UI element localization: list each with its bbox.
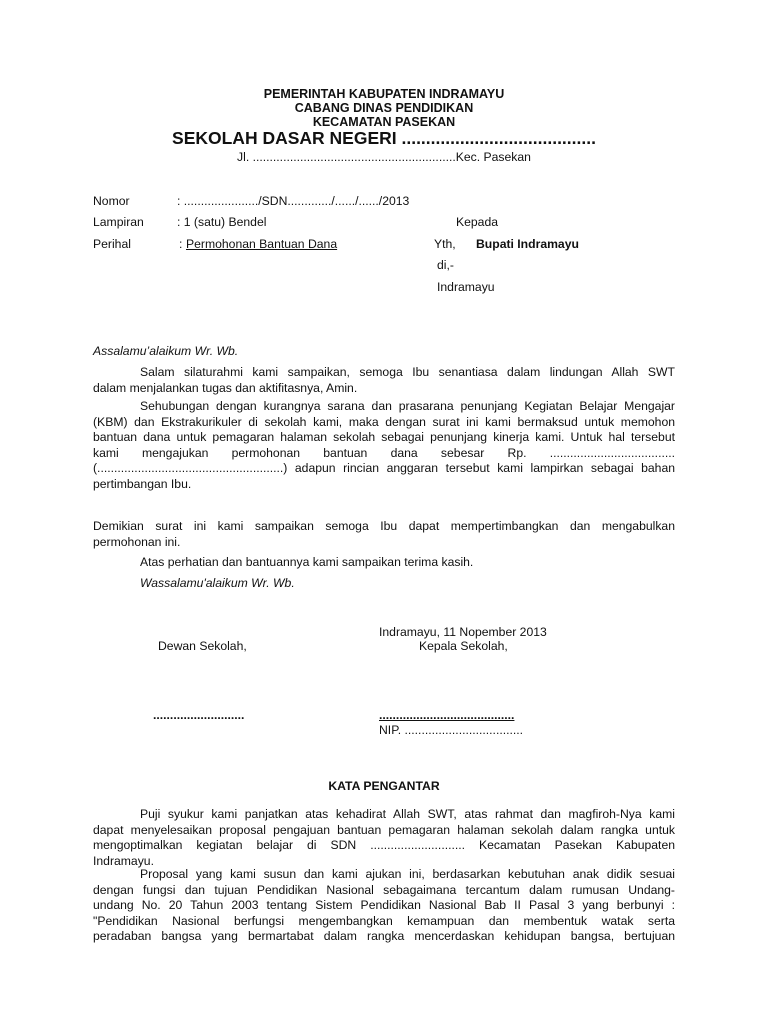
right-signatory-title: Kepala Sekolah, <box>419 639 508 653</box>
text-line: Puji syukur kami panjatkan atas kehadirat Allah SWT, atas rahmat dan magfiroh-Nya kami <box>140 807 675 821</box>
recipient-city: Indramayu <box>437 280 495 294</box>
greeting: Assalamu’alaikum Wr. Wb. <box>93 344 239 358</box>
recipient-di: di,- <box>437 258 454 272</box>
text-line: "Pendidikan Nasional berfungsi mengembangkan kemampuan dan membentuk watak serta <box>93 913 675 928</box>
nip-line: NIP. ................................... <box>379 723 524 737</box>
place-date: Indramayu, 11 Nopember 2013 <box>379 625 547 639</box>
thanks-line: Atas perhatian dan bantuannya kami sampaikan terima kasih. <box>140 555 474 569</box>
preface-title: KATA PENGANTAR <box>328 779 440 793</box>
text-line: (KBM) dan Ekstrakurikuler di sekolah kami, maka dengan surat ini kami bermaksud untuk memohon <box>93 414 675 429</box>
text-line: Proposal yang kami susun dan kami ajukan ini, berdasarkan kebutuhan anak didik sesuai <box>140 867 675 881</box>
text-line: dalam menjalankan tugas dan aktifitasnya, Amin. <box>93 380 358 395</box>
text-line: Indramayu. <box>93 853 154 868</box>
letterhead-line-2: CABANG DINAS PENDIDIKAN <box>294 101 474 115</box>
text-line: dapat menyelesaikan proposal pengajuan bantuan pemagaran halaman sekolah dalam rangka untuk <box>93 822 675 837</box>
text-line: dengan fungsi dan tujuan Pendidikan Nasional sebagaimana tercantum dalam rumusan Undang- <box>93 882 675 897</box>
left-signature-name: ........................... <box>153 708 245 722</box>
preface-paragraph-1 <box>93 807 675 869</box>
lampiran-label: Lampiran <box>93 215 144 229</box>
recipient-yth: Yth, <box>434 237 456 251</box>
text-line: mengoptimalkan kegiatan belajar di SDN ............................ Kecamatan Pasekan Kabupaten <box>93 838 675 852</box>
text-line: peradaban bangsa yang bermartabat dalam rangka mencerdaskan kehidupan bangsa, bertujuan <box>93 929 675 943</box>
perihal-colon: : <box>179 237 183 251</box>
right-signature-name: ........................................ <box>379 708 515 722</box>
letter-paragraph-3 <box>93 519 675 550</box>
preface-paragraph-2 <box>93 867 675 945</box>
letter-paragraph-1 <box>93 365 675 396</box>
text-line: Demikian surat ini kami sampaikan semoga Ibu dapat mempertimbangkan dan mengabulkan <box>93 519 675 533</box>
recipient-kepada: Kepada <box>456 215 499 229</box>
text-line: permohonan ini. <box>93 534 181 549</box>
perihal-label: Perihal <box>93 237 131 251</box>
nomor-label: Nomor <box>93 194 130 208</box>
perihal-value: Permohonan Bantuan Dana <box>186 237 338 251</box>
school-name: SEKOLAH DASAR NEGERI ........................................ <box>172 128 596 148</box>
letterhead-line-1: PEMERINTAH KABUPATEN INDRAMAYU <box>263 87 505 101</box>
text-line: Sehubungan dengan kurangnya sarana dan prasarana penunjang Kegiatan Belajar Mengajar <box>140 399 675 413</box>
text-line: bantuan dana untuk pemagaran halaman sekolah sebagai penunjang kinerja kami. Untuk hal tersebut <box>93 430 675 444</box>
recipient-name: Bupati Indramayu <box>476 237 579 251</box>
text-line: pertimbangan Ibu. <box>93 476 192 491</box>
letter-paragraph-2 <box>93 399 675 492</box>
lampiran-value: : 1 (satu) Bendel <box>177 215 267 229</box>
closing-salutation: Wassalamu'alaikum Wr. Wb. <box>140 576 295 590</box>
school-address: Jl. ............................................................Kec. Pasekan <box>237 150 531 164</box>
text-line: (.......................................................) adapun rincian anggaran tersebut kami lampirkan sebagai bahan <box>93 461 675 475</box>
text-line: Salam silaturahmi kami sampaikan, semoga Ibu senantiasa dalam lindungan Allah SWT <box>140 365 675 379</box>
letterhead-line-3: KECAMATAN PASEKAN <box>312 115 456 129</box>
nomor-value: : ....................../SDN............./....../....../2013 <box>177 194 410 208</box>
left-signatory-title: Dewan Sekolah, <box>158 639 247 653</box>
text-line: undang No. 20 Tahun 2003 tentang Sistem Pendidikan Nasional Bab II Pasal 3 yang berbunyi : <box>93 898 675 912</box>
text-line: kami mengajukan permohonan bantuan dana sebesar Rp. ..................................... <box>93 445 675 460</box>
